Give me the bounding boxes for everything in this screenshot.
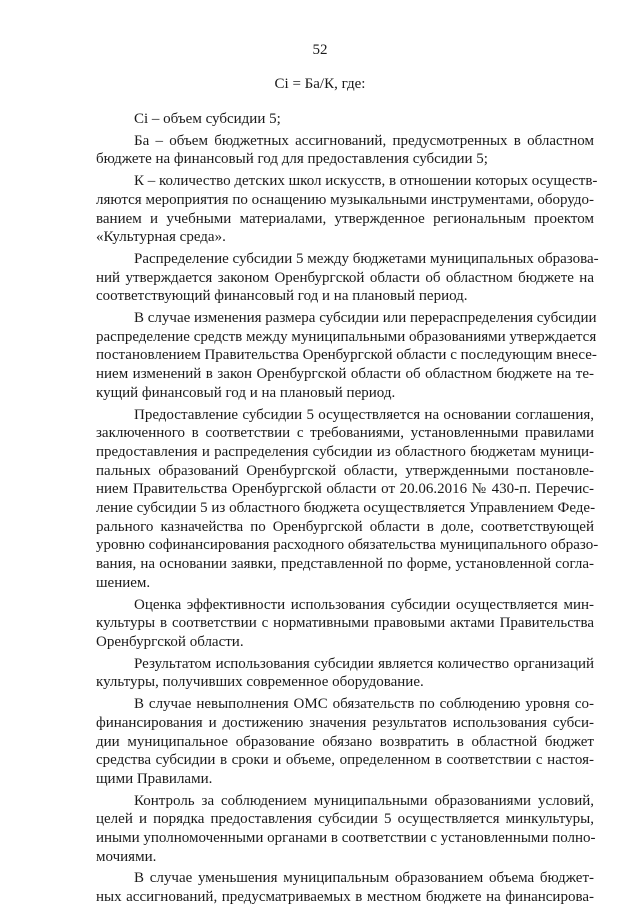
paragraph (96, 172, 598, 247)
text-line: соответствующий финансовый год и на плановый период. (96, 288, 468, 305)
text-line: иными уполномоченными органами в соответствии с установленными полно- (96, 830, 596, 847)
text-line: предоставления и распределения субсидии из областного бюджетам муници- (96, 443, 594, 460)
text-line: нием Правительства Оренбургской области от 20.06.2016 № 430-п. Перечис- (96, 481, 594, 498)
text-line: распределение средств между муниципальными образованиями утверждается (96, 328, 597, 345)
text-line: заключенного в соответствии с требованиями, установленными правилами (96, 425, 594, 442)
text-line: ний утверждается законом Оренбургской области об областном бюджете на (96, 269, 594, 286)
text-line: В случае невыполнения ОМС обязательств по соблюдению уровня со- (134, 696, 594, 713)
text-line: вания, на основании заявки, представленной по форме, установленной согла- (96, 556, 594, 573)
paragraph (96, 869, 594, 906)
paragraph (96, 132, 594, 169)
text-line: Ci – объем субсидии 5; (134, 111, 281, 127)
text-line: Ба – объем бюджетных ассигнований, предусмотренных в областном (134, 132, 594, 149)
text-line: Оренбургской области. (96, 633, 244, 650)
text-line: «Культурная среда». (96, 229, 226, 246)
text-line: дии муниципальное образование обязано возвратить в областной бюджет (96, 733, 594, 750)
text-line: целей и порядка предоставления субсидии 5 осуществляется минкультуры, (96, 811, 594, 828)
paragraph (96, 309, 597, 403)
text-line: В случае уменьшения муниципальным образованием объема бюджет- (134, 870, 594, 887)
text-line: щими Правилами. (96, 770, 213, 787)
paragraph (96, 596, 594, 652)
text-line: Предоставление субсидии 5 осуществляется на основании соглашения, (134, 406, 594, 423)
page-number: 52 (312, 42, 328, 58)
formula-line: Ci = Ба/К, где: (274, 76, 366, 92)
paragraph (96, 250, 599, 306)
document-body (96, 110, 599, 907)
text-line: пальных образований Оренбургской области, утвержденными постановле- (96, 462, 594, 479)
text-line: Распределение субсидии 5 между бюджетами муниципальных образова- (134, 250, 599, 267)
text-line: ление субсидии 5 из областного бюджета осуществляется Управлением Феде- (96, 500, 596, 517)
text-line: финансирования и достижению значения результатов использования субси- (96, 714, 594, 731)
text-line: культуры, получивших современное оборудование. (96, 674, 424, 691)
text-line: нием изменений в закон Оренбургской области об областном бюджете на те- (96, 366, 594, 383)
text-line: бюджете на финансовый год для предоставления субсидии 5; (96, 151, 488, 168)
paragraph (96, 695, 594, 789)
paragraph (96, 792, 594, 867)
text-line: уровню софинансирования расходного обязательства муниципального образо- (96, 537, 599, 554)
paragraph (96, 655, 594, 692)
paragraph (96, 110, 594, 129)
text-line: ляются мероприятия по оснащению музыкальными инструментами, оборудо- (96, 191, 594, 208)
text-line: постановлением Правительства Оренбургской области с последующим внесе- (96, 347, 597, 364)
text-line: В случае изменения размера субсидии или перераспределения субсидии (134, 310, 597, 327)
text-line: кущий финансовый год и на плановый период. (96, 384, 396, 401)
text-line: Контроль за соблюдением муниципальными образованиями условий, (134, 792, 594, 809)
text-line: рального казначейства по Оренбургской области в доле, соответствующей (96, 518, 594, 535)
text-line: ных ассигнований, предусматриваемых в местном бюджете на финансирова- (96, 889, 594, 906)
text-line: шением. (96, 574, 151, 591)
text-line: Результатом использования субсидии является количество организаций (134, 655, 594, 672)
text-line: Оценка эффективности использования субсидии осуществляется мин- (134, 596, 594, 613)
text-line: ванием и учебными материалами, утвержденное региональным проектом (96, 210, 594, 227)
text-line: средства субсидии в сроки и объеме, определенном в соответствии с настоя- (96, 752, 594, 769)
paragraph (96, 406, 599, 593)
text-line: мочиями. (96, 848, 157, 865)
text-line: культуры в соответствии с нормативными правовыми актами Правительства (96, 615, 594, 632)
text-line: К – количество детских школ искусств, в отношении которых осуществ- (134, 173, 598, 190)
